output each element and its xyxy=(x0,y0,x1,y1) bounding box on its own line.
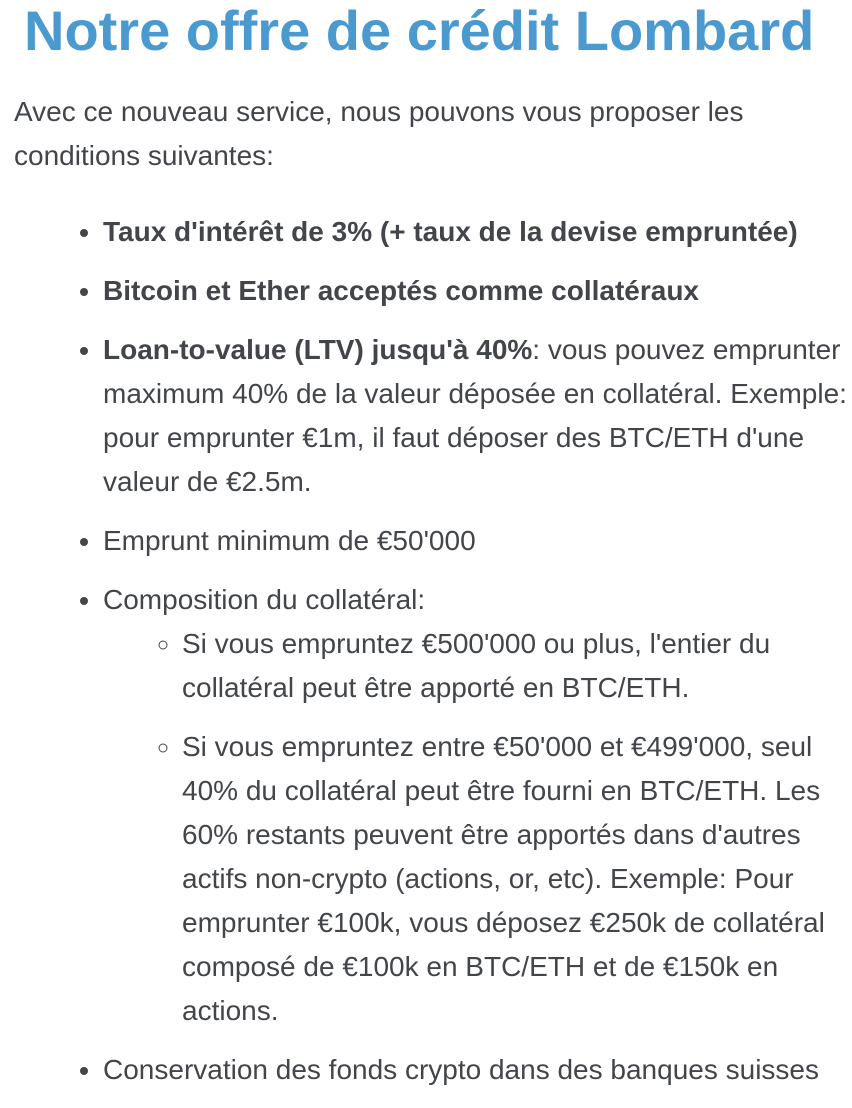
list-item-text: Conservation des fonds crypto dans des banques suisses xyxy=(103,1054,819,1085)
sub-list-item-text: Si vous empruntez €500'000 ou plus, l'entier du collatéral peut être apporté en BTC/ETH. xyxy=(182,628,771,703)
list-item-text: : vous pouvez emprunter maximum 40% de la valeur déposée en collatéral. Exemple: pour emprunter €1m, il faut déposer des BTC/ETH d'une valeur de €2.5m. xyxy=(103,334,847,497)
page-title: Notre offre de crédit Lombard xyxy=(24,0,815,62)
list-item-collateral-accepted xyxy=(103,269,852,313)
sub-list-item-500k xyxy=(182,622,847,710)
collateral-sublist xyxy=(103,622,852,1033)
list-item-bold-lead: Loan-to-value (LTV) jusqu'à 40% xyxy=(103,334,533,365)
list-item-interest-rate xyxy=(103,210,852,254)
list-item-text: Taux d'intérêt de 3% (+ taux de la devise empruntée) xyxy=(103,216,798,247)
list-item-text: Bitcoin et Ether acceptés comme collatéraux xyxy=(103,275,699,306)
list-item-text: Emprunt minimum de €50'000 xyxy=(103,525,476,556)
list-item-text: Composition du collatéral: xyxy=(103,584,426,615)
sub-list-item-text: Si vous empruntez entre €50'000 et €499'000, seul 40% du collatéral peut être fourni en BTC/ETH. Les 60% restants peuvent être apportés dans d'autres actifs non-crypto (actions, or, etc). Exemple: Pour emprunter €100k, vous déposez €250k de collatéral composé de €100k en BTC/ETH et de €150k en actions. xyxy=(182,731,825,1026)
conditions-list xyxy=(14,210,852,1092)
list-item-ltv xyxy=(103,328,852,504)
list-item-minimum-loan xyxy=(103,519,852,563)
intro-paragraph: Avec ce nouveau service, nous pouvons vous proposer les conditions suivantes: xyxy=(14,96,744,171)
list-item-collateral-composition xyxy=(103,578,852,1033)
sub-list-item-50k-499k xyxy=(182,725,847,1033)
list-item-custody xyxy=(103,1048,852,1092)
